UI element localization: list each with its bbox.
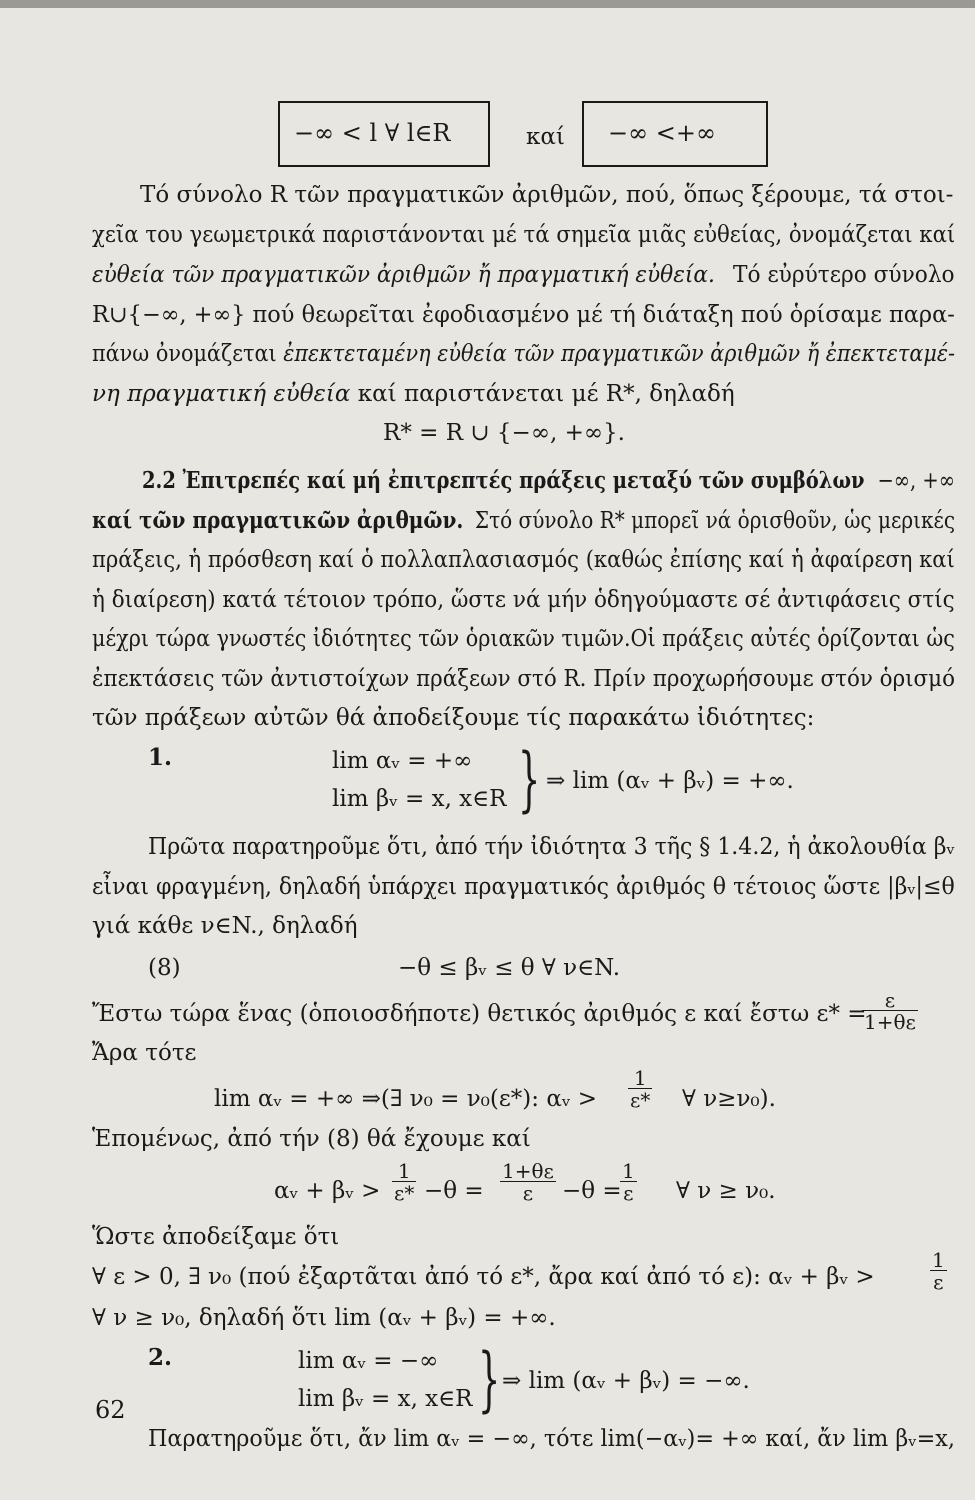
ineq-frac1 xyxy=(392,1161,416,1203)
section-line3: πράξεις, ἡ πρόσθεση καί ὁ πολλαπλασιασμός (καθώς ἐπίσης καί ἡ ἀφαίρεση καί xyxy=(92,547,955,573)
para1-line5-start: πάνω ὀνομάζεται xyxy=(92,341,277,367)
para1-line2: χεῖα του γεωμετρικά παριστάνονται μέ τά σημεῖα μιᾶς εὐθείας, ὀνομάζεται καί xyxy=(92,222,956,248)
right-box xyxy=(582,101,768,167)
lim-implication-num: 1 xyxy=(633,1066,647,1090)
para1-line5 xyxy=(92,343,955,366)
para1-line3-rest: Τό εὐρύτερο σύνολο xyxy=(733,262,955,288)
item1-brace: } xyxy=(518,738,541,820)
ineq-frac3-den: ε xyxy=(620,1181,637,1203)
section-heading: 2.2 Ἐπιτρεπές καί μή ἐπιτρεπτές πράξεις μεταξύ τῶν συμβόλων xyxy=(142,467,865,494)
ineq-frac2-den: ε xyxy=(500,1181,556,1203)
ineq-frac1-num: 1 xyxy=(397,1159,411,1183)
para1-line6 xyxy=(92,383,735,406)
epsilon-star-num: ε xyxy=(884,988,896,1012)
section-line2-rest: Στό σύνολο R* μπορεῖ νά ὁρισθοῦν, ὡς μερικές xyxy=(474,508,956,534)
section-line4: ἡ διαίρεση) κατά τέτοιον τρόπο, ὥστε νά μήν ὁδηγούμαστε σέ ἀντιφάσεις στίς xyxy=(92,587,955,613)
ineq-frac3 xyxy=(620,1161,637,1203)
item1-cond2: lim βᵥ = x, x∈R xyxy=(332,786,507,812)
para1-line1: Τό σύνολο R τῶν πραγματικῶν ἀριθμῶν, πού, ὅπως ξέρουμε, τά στοι- xyxy=(140,182,954,208)
item2-cond1: lim αᵥ = −∞ xyxy=(298,1348,439,1374)
section-heading-line1 xyxy=(142,469,955,493)
ineq-frac2 xyxy=(500,1161,556,1203)
ineq-frac3-num: 1 xyxy=(622,1159,635,1183)
item1-proof-line3: γιά κάθε ν∈N., δηλαδή xyxy=(92,913,358,939)
item2-result: ⇒ lim (αᵥ + βᵥ) = −∞. xyxy=(502,1368,750,1394)
ineq-frac1-den: ε* xyxy=(394,1181,415,1205)
final-fraction xyxy=(930,1250,947,1292)
ineq-part-d: ∀ ν ≥ ν₀. xyxy=(676,1178,776,1204)
epsilon-star-den: 1+θε xyxy=(864,1010,916,1034)
item1-let: Ἔστω τώρα ἕνας (ὁποιοσδήποτε) θετικός ἀριθμός ε καί ἔστω ε* = xyxy=(92,1001,867,1027)
ineq-part-b: −θ = xyxy=(424,1178,484,1204)
lim-implication-end: ∀ ν≥ν₀). xyxy=(682,1086,776,1112)
lim-implication-fraction xyxy=(628,1068,652,1110)
para1-line5-italic: ἐπεκτεταμένη εὐθεία τῶν πραγματικῶν ἀριθμῶν ἤ ἐπεκτεταμέ- xyxy=(283,341,956,367)
eq8-label: (8) xyxy=(148,955,181,981)
final-fraction-den: ε xyxy=(930,1270,947,1292)
section-heading-symbols: −∞, +∞ xyxy=(877,468,955,494)
item1-final1: ∀ ε > 0, ∃ ν₀ (πού ἐξαρτᾶται ἀπό τό ε*, ἄρα καί ἀπό τό ε): αᵥ + βᵥ > xyxy=(92,1264,875,1290)
scan-edge xyxy=(0,0,975,8)
ineq-part-a: αᵥ + βᵥ > xyxy=(274,1178,381,1204)
section-line2 xyxy=(92,509,955,533)
section-line6: ἐπεκτάσεις τῶν ἀντιστοίχων πράξεων στό R. Πρίν προχωρήσουμε στόν ὁρισμό xyxy=(92,666,955,692)
item1-result: ⇒ lim (αᵥ + βᵥ) = +∞. xyxy=(546,768,794,794)
section-heading-cont: καί τῶν πραγματικῶν ἀριθμῶν. xyxy=(92,507,464,534)
item1-final2: ∀ ν ≥ ν₀, δηλαδή ὅτι lim (αᵥ + βᵥ) = +∞. xyxy=(92,1305,556,1331)
ineq-frac2-num: 1+θε xyxy=(502,1159,554,1183)
item1-hence: Ἑπομένως, ἀπό τήν (8) θά ἔχουμε καί xyxy=(92,1126,531,1152)
section-line7: τῶν πράξεων αὐτῶν θά ἀποδείξουμε τίς παρακάτω ἰδιότητες: xyxy=(92,705,815,731)
item2-number: 2. xyxy=(148,1344,173,1371)
final-fraction-num: 1 xyxy=(932,1248,945,1272)
extended-reals-equation: R* = R ∪ {−∞, +∞}. xyxy=(383,420,625,446)
item1-proof-line2: εἶναι φραγμένη, δηλαδή ὑπάρχει πραγματικός ἀριθμός θ τέτοιος ὥστε |βᵥ|≤θ xyxy=(92,874,955,900)
para1-line6-italic: νη πραγματική εὐθεία xyxy=(92,381,351,407)
item1-cond1: lim αᵥ = +∞ xyxy=(332,748,473,774)
para1-line4: R∪{−∞, +∞} πού θεωρεῖται ἐφοδιασμένο μέ τή διάταξη πού ὁρίσαμε παρα- xyxy=(92,302,955,328)
para1-line3 xyxy=(92,264,955,287)
item1-proof-line1: Πρῶτα παρατηροῦμε ὅτι, ἀπό τήν ἰδιότητα 3 τῆς § 1.4.2, ἡ ἀκολουθία βᵥ xyxy=(148,834,955,860)
para1-line3-italic: εὐθεία τῶν πραγματικῶν ἀριθμῶν ἤ πραγματική εὐθεία. xyxy=(92,262,715,288)
right-box-text: −∞ <+∞ xyxy=(608,119,716,147)
ineq-part-c: −θ = xyxy=(562,1178,622,1204)
item2-note: Παρατηροῦμε ὅτι, ἄν lim αᵥ = −∞, τότε lim(−αᵥ)= +∞ καί, ἄν lim βᵥ=x, xyxy=(148,1426,955,1452)
item2-cond2: lim βᵥ = x, x∈R xyxy=(298,1386,473,1412)
eq8: −θ ≤ βᵥ ≤ θ ∀ ν∈N. xyxy=(398,955,621,981)
item1-ara: Ἄρα τότε xyxy=(92,1040,197,1066)
para1-line6-rest: καί παριστάνεται μέ R*, δηλαδή xyxy=(357,381,735,407)
item2-brace: } xyxy=(478,1338,501,1420)
item1-proved: Ὥστε ἀποδείξαμε ὅτι xyxy=(92,1224,340,1250)
page-number: 62 xyxy=(95,1396,126,1424)
left-box xyxy=(278,101,490,167)
epsilon-star-fraction xyxy=(862,990,918,1032)
left-box-text: −∞ < l ∀ l∈R xyxy=(294,119,451,147)
item1-number: 1. xyxy=(148,744,173,771)
lim-implication-den: ε* xyxy=(630,1088,651,1112)
lim-implication: lim αᵥ = +∞ ⇒(∃ ν₀ = ν₀(ε*): αᵥ > xyxy=(214,1086,598,1112)
section-line5: μέχρι τώρα γνωστές ἰδιότητες τῶν ὁριακῶν τιμῶν.Οἱ πράξεις αὐτές ὁρίζονται ὡς xyxy=(92,626,955,652)
box-joiner: καί xyxy=(526,124,565,150)
